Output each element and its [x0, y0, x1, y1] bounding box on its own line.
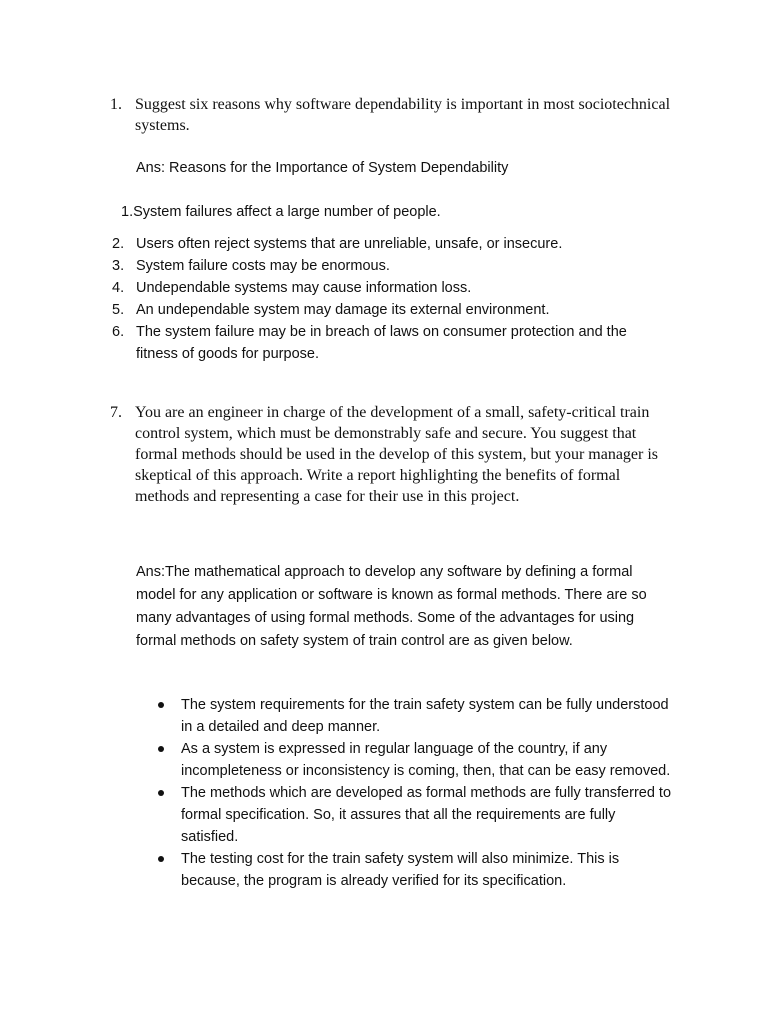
bullet-icon: [156, 694, 181, 738]
reason-item: [112, 321, 672, 365]
reason-item: [112, 233, 672, 255]
bullet-icon: [156, 738, 181, 782]
reason-item-1: 1.System failures affect a large number of people.: [121, 204, 441, 220]
reason-number: 4.: [112, 280, 125, 296]
reason-number: 5.: [112, 302, 125, 318]
answer-paragraph: Ans:The mathematical approach to develop any software by defining a formal model for any application or software is known as formal methods. There are so many advantages of using formal methods. Some of the advantages for using formal methods on safety system of train control are as given below.: [136, 564, 647, 649]
reason-text: System failure costs may be enormous.: [136, 258, 390, 274]
reason-item: [112, 299, 672, 321]
bullet-text: The methods which are developed as formal methods are fully transferred to formal specification. So, it assures that all the requirements are fully satisfied.: [181, 785, 672, 845]
bullet-icon: [156, 782, 181, 848]
advantages-list: [156, 694, 676, 892]
reason-number: 3.: [112, 258, 125, 274]
question-number: 1.: [110, 96, 122, 113]
reason-text: The system failure may be in breach of laws on consumer protection and the fitness of goods for purpose.: [136, 324, 627, 362]
bullet-text: As a system is expressed in regular language of the country, if any incompleteness or inconsistency is coming, then, that can be easy removed.: [181, 741, 671, 779]
bullet-text: The system requirements for the train safety system can be fully understood in a detailed and deep manner.: [181, 697, 669, 735]
reasons-list: [112, 233, 672, 365]
reason-number: 6.: [112, 324, 125, 340]
question-number: 7.: [110, 404, 122, 421]
reason-item: [112, 277, 672, 299]
bullet-text: The testing cost for the train safety system will also minimize. This is because, the program is already verified for its specification.: [181, 851, 620, 889]
question-1: [110, 94, 670, 136]
bullet-item: [156, 782, 676, 848]
reason-number: 2.: [112, 236, 125, 252]
bullet-item: [156, 694, 676, 738]
bullet-icon: [156, 848, 181, 892]
answer-heading: Ans: Reasons for the Importance of System Dependability: [136, 160, 509, 176]
reason-text: An undependable system may damage its external environment.: [136, 302, 550, 318]
question-text: You are an engineer in charge of the development of a small, safety-critical train control system, which must be demonstrably safe and secure. You suggest that formal methods should be used in the develop of this system, but your manager is skeptical of this approach. Write a report highlighting the benefits of formal methods and representing a case for their use in this project.: [135, 404, 659, 505]
reason-text: Undependable systems may cause information loss.: [136, 280, 472, 296]
bullet-item: [156, 738, 676, 782]
question-text: Suggest six reasons why software dependability is important in most sociotechnical systems.: [135, 96, 671, 134]
reason-item: [112, 255, 672, 277]
reason-text: Users often reject systems that are unreliable, unsafe, or insecure.: [136, 236, 563, 252]
bullet-item: [156, 848, 676, 892]
question-7: [110, 402, 670, 507]
